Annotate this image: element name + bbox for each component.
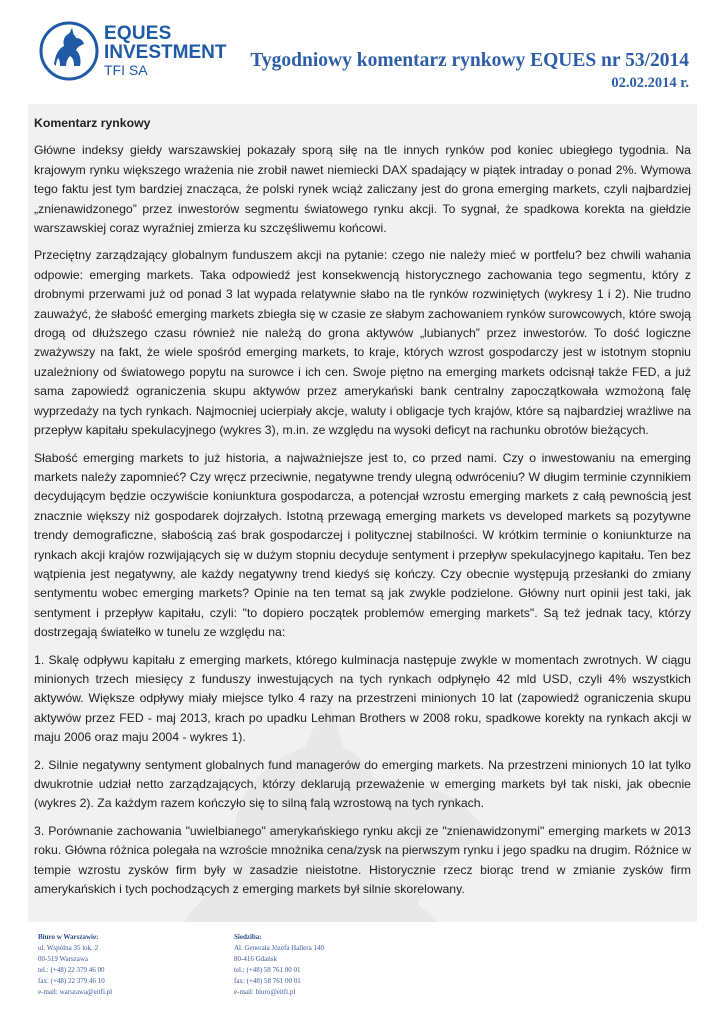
paragraph-point-3: 3. Porównanie zachowania "uwielbianego" amerykańskiego rynku akcji ze "znienawidzonymi" emerging markets w 2013 roku. Główna różnica polegała na wzroście mnożnika cena/zysk na pierwszym rynku i jego spadku na drugim. Różnice w tempie wzrostu zysków firm były w zasadzie nieistotne. Historycznie rzecz biorąc trend w zmianie zysków firm amerykańskich i tych pochodzących z emerging markets był silnie skorelowany. <box>34 823 691 897</box>
commentary-panel <box>28 104 697 922</box>
footer-gdansk-office <box>234 932 324 998</box>
paragraph-1: Główne indeksy giełdy warszawskiej pokazały sporą siłę na tle innych rynków pod koniec ubiegłego tygodnia. Na krajowym rynku większego wrażenia nie zrobił nawet niemiecki DAX spadający w piątek intraday o ponad 2%. Wymowa tego faktu jest tym bardziej znacząca, że polski rynek wciąż zaliczany jest do grona emerging markets, czyli najbardziej „znienawidzonego” przez inwestorów segmentu światowego rynku akcji. To sygnał, że spadkowa korekta na giełdzie warszawskiej coraz wyraźniej zmierza ku szczęśliwemu końcowi. <box>34 143 691 236</box>
paragraph-point-1: 1. Skalę odpływu kapitału z emerging markets, którego kulminacja następuje zwykle w momentach zwrotnych. W ciągu minionych trzech miesięcy z funduszy inwestujących na tych rynkach odpłynęło 42 mld USD, czyli 4% wszystkich aktywów. Większe odpływy miały miejsce tylko 4 razy na przestrzeni minionych 10 lat (zapowiedź ograniczenia skupu aktywów przez FED - maj 2013, krach po upadku Lehman Brothers w 2008 roku, spadkowe korekty na rynkach akcji w maju 2006 oraz maju 2004 - wykres 1). <box>34 652 691 745</box>
paragraph-3: Słabość emerging markets to już historia, a najważniejsze jest to, co przed nami. Czy o inwestowaniu na emerging markets należy zapomnieć? Czy wręcz przeciwnie, negatywne trendy ulegną odwróceniu? W długim terminie czynnikiem decydującym będzie oczywiście koniunktura gospodarcza, a potencjał wzrostu emerging markets z całą pewnością jest znacznie większy niż gospodarek dojrzałych. Istotną przewagą emerging markets vs developed markets są pozytywne trendy demograficzne, słabością zaś brak gospodarczej i politycznej stabilności. W krótkim terminie o koniunkturze na rynkach akcji krajów rozwijających się w dużym stopniu decyduje sentyment i przepływ spekulacyjnego kapitału. Ten bez wątpienia jest negatywny, ale każdy negatywny trend kiedyś się kończy. Czy obecnie występują przesłanki do zmiany sentymentu wobec emerging markets? Opinie na ten temat są jak zwykle podzielone. Główny nurt opinii jest taki, jak sentyment i przepływ kapitału, czyli: "to dopiero początek problemów emerging markets". Są też jednak tacy, którzy dostrzegają światełko w tunelu ze względu na: <box>34 450 691 640</box>
footer-gdansk-heading: Siedziba: <box>234 933 262 941</box>
footer-warsaw-phone: tel.: (+48) 22 379 46 00 <box>38 966 105 974</box>
footer-warsaw-office <box>38 932 112 998</box>
logo-line-eques: EQUES <box>104 23 172 44</box>
footer-warsaw-heading: Biuro w Warszawie: <box>38 933 99 941</box>
footer-warsaw-email[interactable]: e-mail: warszawa@eitfi.pl <box>38 988 113 996</box>
horseman-emblem-icon <box>38 20 100 82</box>
paragraph-2: Przeciętny zarządzający globalnym funduszem akcji na pytanie: czego nie należy mieć w portfelu? bez chwili wahania odpowie: emerging markets. Taka odpowiedź jest konsekwencją historycznego zachowania tego segmentu, który z drobnymi przerwami już od ponad 3 lat wypada relatywnie słabo na tle rynków rozwiniętych (wykresy 1 i 2). Nie trudno zauważyć, że słabość emerging markets zbiegła się w czasie ze słabym zachowaniem rynków surowcowych, które swoją drogą od dłuższego czasu również nie należą do grona aktywów „lubianych” przez inwestorów. To dość logiczne zważywszy na fakt, że wiele spośród emerging markets, to kraje, których wzrost gospodarczy jest w istotnym stopniu uzależniony od światowego popytu na surowce i ich cen. Swoje piętno na emerging markets odcisnął także FED, a już sama zapowiedź ograniczenia skupu aktywów przez amerykański bank centralny zapoczątkowała wzmożoną falę wyprzedaży na tych rynkach. Najmocniej ucierpiały akcje, waluty i obligacje tych krajów, które są najbardziej wrażliwe na przepływ kapitału spekulacyjnego (wykres 3), m.in. ze względu na wysoki deficyt na rachunku obrotów bieżących. <box>34 248 691 438</box>
company-logo <box>38 20 227 86</box>
footer-gdansk-email[interactable]: e-mail: biuro@eitfi.pl <box>234 988 296 996</box>
logo-line-investment: INVESTMENT <box>104 42 227 63</box>
footer-gdansk-street: Al. Generała Józefa Hallera 140 <box>234 944 324 952</box>
footer-warsaw-street: ul. Wspólna 35 lok. 2 <box>38 944 99 952</box>
footer-gdansk-city: 80-416 Gdańsk <box>234 955 277 963</box>
page-header <box>0 0 725 104</box>
logo-line-tfi: TFI SA <box>104 62 148 78</box>
footer-warsaw-city: 00-519 Warszawa <box>38 955 89 963</box>
document-date: 02.02.2014 r. <box>611 75 689 91</box>
paragraph-point-2: 2. Silnie negatywny sentyment globalnych fund managerów do emerging markets. Na przestrzeni minionych 10 lat tylko dwukrotnie udział netto zarządzających, którzy deklarują przeważenie w emerging markets był tak niski, jak obecnie (wykres 2). Za każdym razem kończyło się to silną falą wzrostową na tych rynkach. <box>34 757 691 811</box>
document-title: Tygodniowy komentarz rynkowy EQUES nr 53/2014 <box>250 50 689 71</box>
logo-wordmark <box>104 24 226 77</box>
footer-gdansk-fax: fax: (+48) 58 761 00 01 <box>234 977 301 985</box>
section-title: Komentarz rynkowy <box>34 116 151 130</box>
commentary-body <box>34 114 691 907</box>
footer-gdansk-phone: tel.: (+48) 58 761 00 01 <box>234 966 301 974</box>
footer-warsaw-fax: fax: (+48) 22 379 46 10 <box>38 977 105 985</box>
page-footer <box>38 932 658 1012</box>
